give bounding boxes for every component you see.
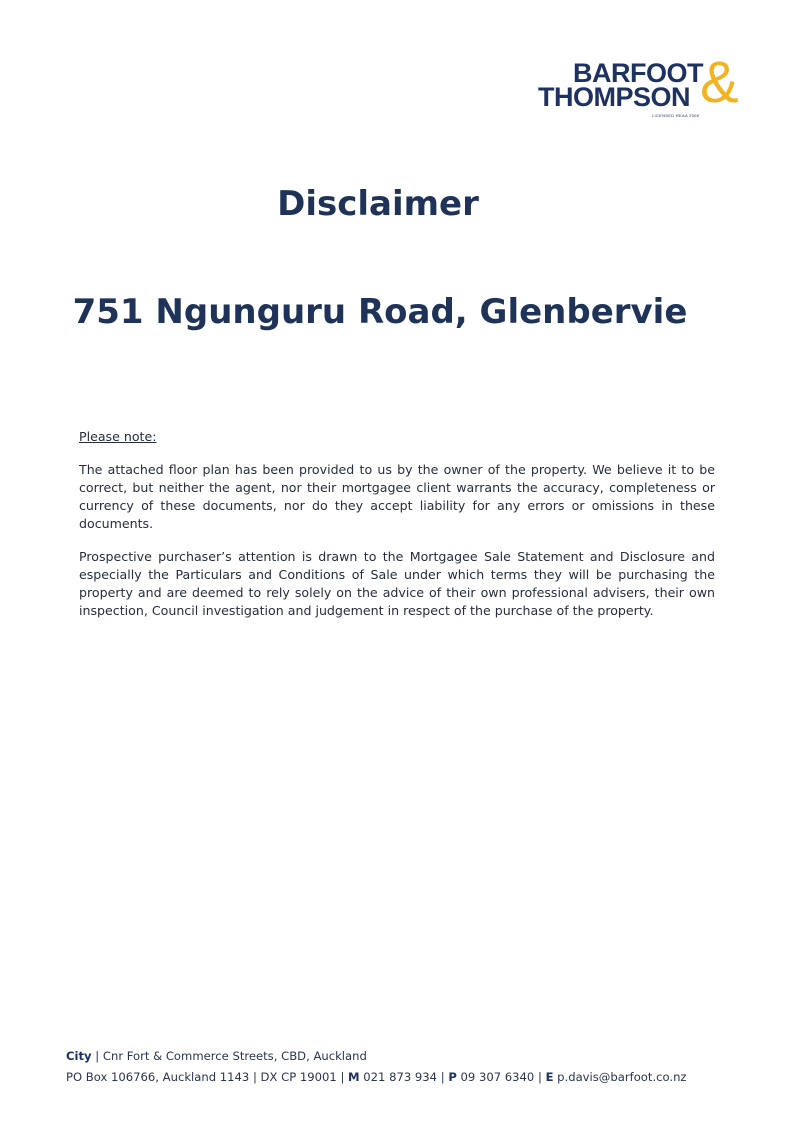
logo-text-barfoot: BARFOOT: [573, 58, 703, 88]
footer-separator: |: [537, 1070, 542, 1084]
footer-contact-line: [66, 1070, 687, 1084]
note-label: Please note:: [79, 429, 157, 444]
footer-separator: |: [440, 1070, 445, 1084]
disclaimer-paragraph-1: The attached floor plan has been provided to us by the owner of the property. We believe it to be correct, but neither the agent, nor their mortgagee client warrants the accuracy, completeness or currency of these documents, nor do they accept liability for any errors or omissions in these documents.: [79, 462, 715, 531]
disclaimer-paragraph-2: Prospective purchaser’s attention is drawn to the Mortgagee Sale Statement and Disclosure and especially the Particulars and Conditions of Sale under which terms they will be purchasing the property and are deemed to rely solely on the advice of their own professional advisers, their own inspection, Council investigation and judgement in respect of the purchase of the property.: [79, 549, 715, 618]
footer-email: p.davis@barfoot.co.nz: [557, 1070, 687, 1084]
footer-office-label: City: [66, 1049, 92, 1063]
footer-office-line: [66, 1049, 367, 1063]
footer-email-label: E: [545, 1070, 554, 1084]
footer-mobile: 021 873 934: [363, 1070, 438, 1084]
footer-mobile-label: M: [348, 1070, 360, 1084]
footer-office-address: Cnr Fort & Commerce Streets, CBD, Auckland: [102, 1049, 367, 1063]
logo-ampersand: &: [700, 50, 739, 115]
page-title: Disclaimer: [277, 184, 479, 224]
footer-dx: DX CP 19001: [260, 1070, 337, 1084]
footer-po-box: PO Box 106766, Auckland 1143: [66, 1070, 250, 1084]
footer-separator: |: [340, 1070, 345, 1084]
footer-separator: |: [252, 1070, 257, 1084]
company-logo: [536, 50, 746, 120]
footer-phone: 09 307 6340: [460, 1070, 535, 1084]
logo-licence-text: LICENSED REAA 2008: [652, 113, 700, 118]
property-address: 751 Ngunguru Road, Glenbervie: [72, 292, 688, 332]
footer-separator: |: [95, 1049, 100, 1063]
footer-phone-label: P: [448, 1070, 457, 1084]
logo-text-thompson: THOMPSON: [538, 82, 691, 112]
